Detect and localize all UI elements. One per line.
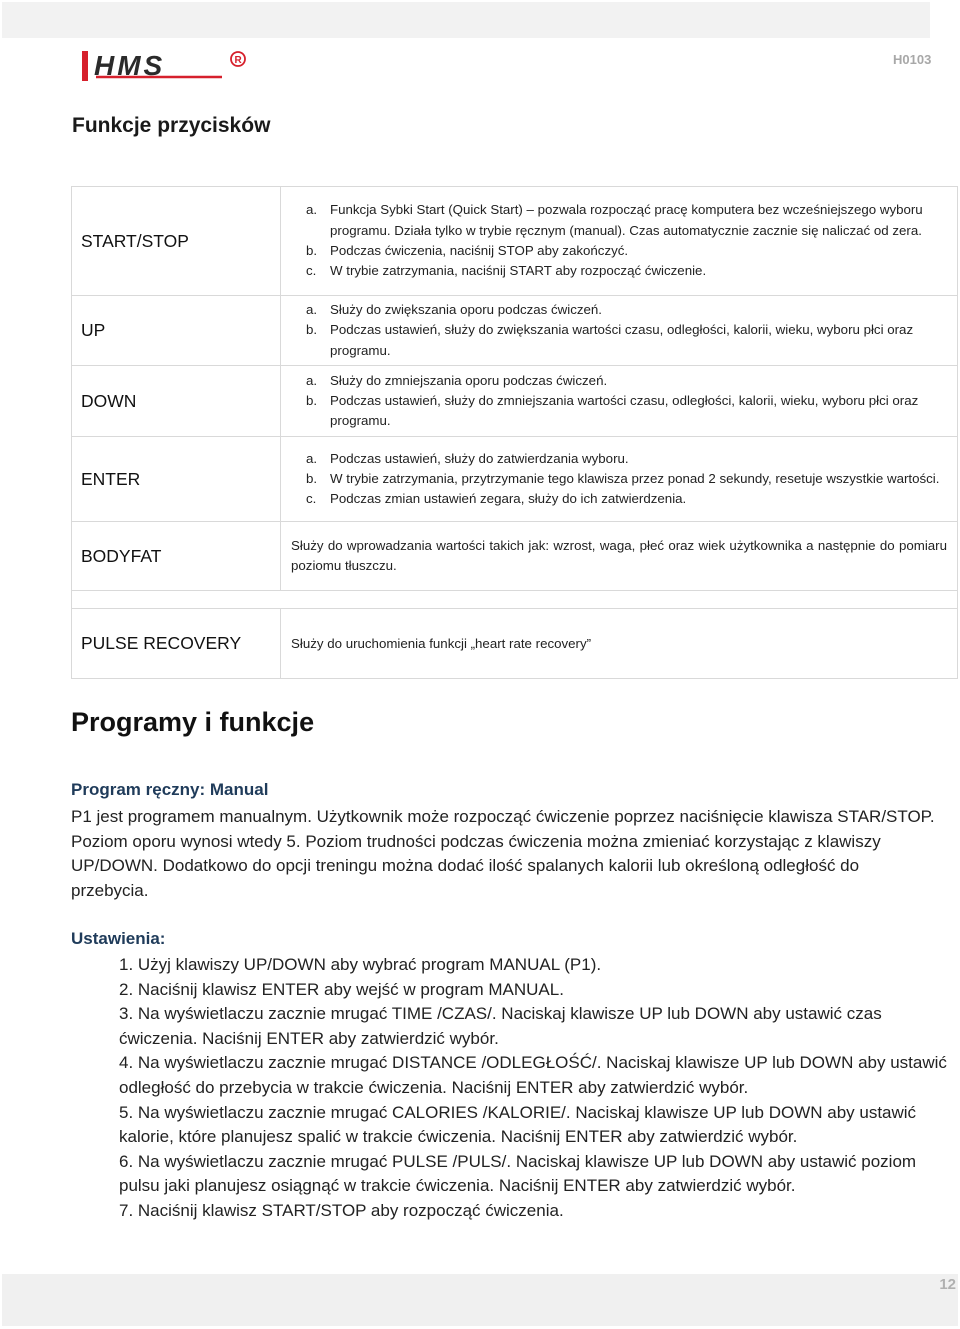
- key-label: BODYFAT: [72, 522, 281, 591]
- list-item: b. W trybie zatrzymania, przytrzymanie tego klawisza przez ponad 2 sekundy, resetuje wszystkie wartości.: [306, 471, 940, 487]
- list-item: b. Podczas ustawień, służy do zwiększania wartości czasu, odległości, kalorii, wieku, wyboru płci oraz programu.: [306, 322, 914, 358]
- list-item: 7. Naciśnij klawisz START/STOP aby rozpocząć ćwiczenia.: [119, 1200, 564, 1220]
- list-item: a. Służy do zmniejszania oporu podczas ćwiczeń.: [306, 372, 608, 388]
- list-item: 2. Naciśnij klawisz ENTER aby wejść w program MANUAL.: [119, 979, 564, 999]
- table-row: [72, 296, 958, 366]
- list-item: b. Podczas ustawień, służy do zmniejszania wartości czasu, odległości, kalorii, wieku, wyboru płci oraz programu.: [306, 393, 919, 429]
- list-item: a. Podczas ustawień, służy do zatwierdzania wyboru.: [306, 450, 629, 466]
- list-item: c. W trybie zatrzymania, naciśnij START aby rozpocząć ćwiczenie.: [306, 263, 707, 279]
- list-item: 3. Na wyświetlaczu zacznie mrugać TIME /CZAS/. Naciskaj klawisze UP lub DOWN aby ustawić czas ćwiczenia. Naciśnij ENTER aby zatwierdzić wybór.: [119, 1004, 882, 1048]
- key-label: ENTER: [72, 437, 281, 522]
- table-row: [72, 437, 958, 522]
- manual-program-text: P1 jest programem manualnym. Użytkownik może rozpocząć ćwiczenie poprzez naciśnięcie klawisza STAR/STOP. Poziom oporu wynosi wtedy 5. Poziom trudności podczas ćwiczenia można zmieniać korzystając z klawiszy UP/DOWN. Dodatkowo do opcji treningu można dodać ilość spalanych kalorii lub określoną odległość do przebycia.: [71, 807, 935, 900]
- hms-logo: [82, 50, 252, 82]
- list-item: b. Podczas ćwiczenia, naciśnij STOP aby zakończyć.: [306, 243, 629, 258]
- doc-code: H0103: [893, 52, 932, 67]
- list-item: a. Służy do zwiększania oporu podczas ćwiczeń.: [306, 302, 602, 317]
- footer-band: [2, 1274, 958, 1326]
- list-item: 6. Na wyświetlaczu zacznie mrugać PULSE /PULS/. Naciskaj klawisze UP lub DOWN aby ustawić poziom pulsu jaki planujesz osiągnąć w trakcie ćwiczenia. Naciśnij ENTER aby zatwierdzić wybór.: [119, 1151, 917, 1196]
- key-label: DOWN: [72, 366, 281, 437]
- list-item: 5. Na wyświetlaczu zacznie mrugać CALORIES /KALORIE/. Naciskaj klawisze UP lub DOWN aby ustawić kalorie, które planujesz spalić w trakcie ćwiczenia. Naciśnij ENTER aby zatwierdzić wybór.: [119, 1102, 917, 1147]
- list-item: 1. Użyj klawiszy UP/DOWN aby wybrać program MANUAL (P1).: [119, 955, 602, 974]
- page-number: 12: [939, 1276, 956, 1293]
- list-item: c. Podczas zmian ustawień zegara, służy do ich zatwierdzenia.: [306, 491, 687, 507]
- key-label: UP: [72, 296, 281, 366]
- key-description: [281, 366, 958, 437]
- key-label: PULSE RECOVERY: [72, 609, 281, 679]
- key-description: [281, 437, 958, 522]
- list-item: a. Funkcja Sybki Start (Quick Start) – pozwala rozpocząć pracę komputera bez wcześniejszego wyboru programu. Działa tylko w trybie ręcznym (manual). Czas automatycznie zacznie się naliczać od zera.: [306, 202, 923, 238]
- section-title: Funkcje przycisków: [72, 114, 271, 137]
- key-label: START/STOP: [72, 187, 281, 296]
- key-description: [281, 187, 958, 296]
- header-band: [2, 2, 930, 38]
- manual-program-title: Program ręczny: Manual: [71, 780, 269, 799]
- settings-steps: [119, 953, 959, 1224]
- programs-title: Programy i funkcje: [71, 707, 315, 737]
- list-item: 4. Na wyświetlaczu zacznie mrugać DISTANCE /ODLEGŁOŚĆ/. Naciskaj klawisze UP lub DOWN aby ustawić odległość do przebycia w trakcie ćwiczenia. Naciśnij ENTER aby zatwierdzić wybór.: [119, 1053, 947, 1097]
- svg-text:R: R: [234, 55, 242, 66]
- table-row: [72, 609, 958, 679]
- table-row: [72, 187, 958, 296]
- table-spacer: [72, 591, 958, 609]
- key-description: Służy do uruchomienia funkcji „heart rate recovery”: [281, 609, 958, 679]
- settings-title: Ustawienia:: [71, 929, 166, 948]
- logo-text: HMS: [94, 50, 166, 81]
- button-functions-table: [71, 186, 958, 679]
- table-row: [72, 366, 958, 437]
- table-row: [72, 522, 958, 591]
- key-description: Służy do wprowadzania wartości takich jak: wzrost, waga, płeć oraz wiek użytkownika a następnie do pomiaru poziomu tłuszczu.: [281, 522, 958, 591]
- key-description: [281, 296, 958, 366]
